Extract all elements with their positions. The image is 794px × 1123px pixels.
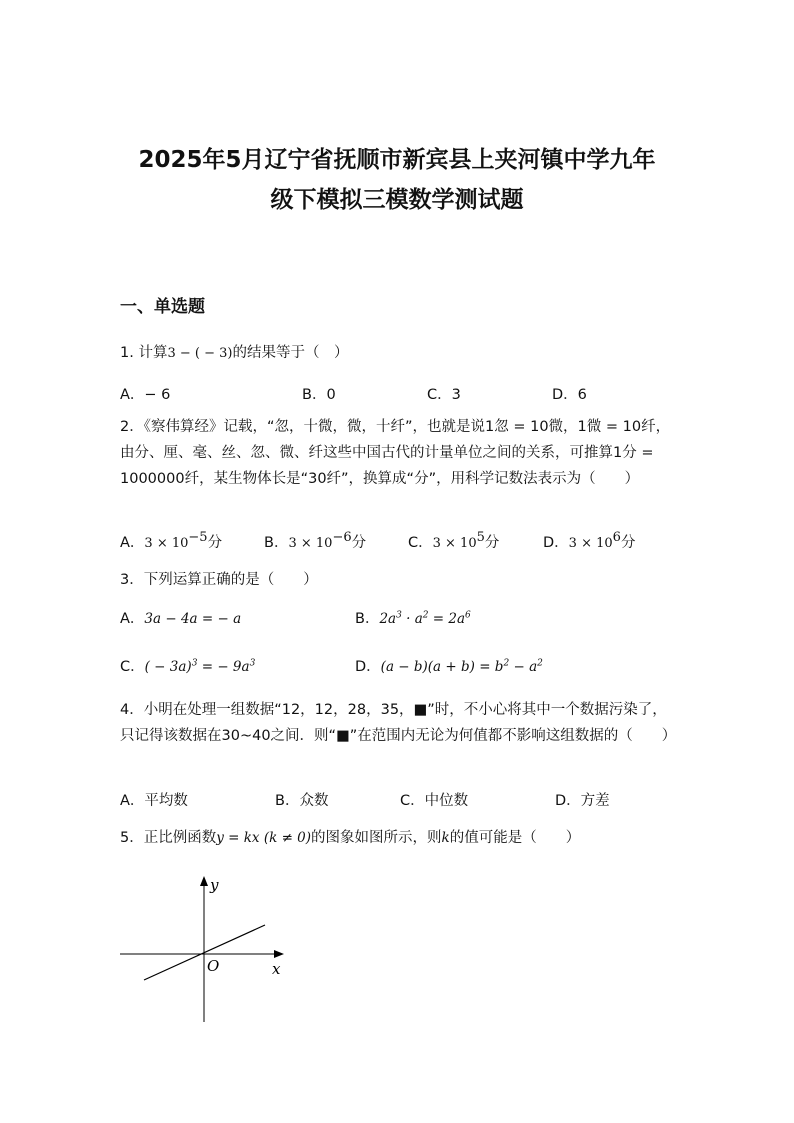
section-title: 一、单选题 [120, 297, 205, 317]
q4-option-a[interactable]: A．平均数 [120, 793, 188, 809]
q2-option-c[interactable]: C．$3 \times 10^5$分 [408, 530, 500, 551]
q4-option-b[interactable]: B．众数 [275, 793, 329, 809]
x-axis-label: x [272, 960, 281, 978]
origin-label: O [207, 957, 220, 975]
q3-option-c[interactable]: C．( − 3a)$^3$ = − $9a^3$ [120, 658, 256, 675]
q1-suffix: 的结果等于（ ） [232, 345, 349, 361]
q1-option-a[interactable]: A．− 6 [120, 387, 171, 403]
q2-option-d[interactable]: D．$3 \times 10^6$分 [543, 530, 636, 551]
q1-number: 1. [120, 345, 139, 361]
q1-option-c[interactable]: C．3 [427, 387, 461, 403]
title-line-1: 2025年5月辽宁省抚顺市新宾县上夹河镇中学九年 [138, 147, 656, 173]
question-2: 2．《察伟算经》记载，“忽，十微，微，十纤”，也就是说1忽 = 10微，1微 = 10纤，由分、厘、毫、丝、忽、微、纤这些中国古代的计量单位之间的关系，可推算1分 = 1000000纤，某生物体长是“30纤”，换算成“分”，用科学记数法表示为（ ） [120, 419, 671, 487]
title-line-2: 级下模拟三模数学测试题 [270, 187, 524, 213]
question-1 [120, 341, 348, 362]
q1-option-d[interactable]: D．6 [552, 387, 587, 403]
q2-option-a[interactable]: A．$3 \times 10^{-5}$分 [120, 530, 223, 551]
function-graph [110, 870, 300, 1030]
q3-option-a[interactable]: A．3a − 4a = − a [120, 611, 242, 627]
q1-prefix: 计算 [138, 345, 168, 361]
x-axis-arrow [274, 950, 284, 958]
q3-option-d[interactable]: D．$(a - b)(a + b) = b^2 - a^2$ [355, 658, 543, 675]
y-axis-arrow [200, 876, 208, 886]
q1-expression: 3 − ( − 3) [167, 346, 233, 361]
q1-option-b[interactable]: B．0 [302, 387, 336, 403]
question-4: 4．小明在处理一组数据“12，12，28，35，■”时，不小心将其中一个数据污染了，只记得该数据在30~40之间．则“■”在范围内无论为何值都不影响这组数据的（ ） [120, 702, 677, 744]
question-5: 5．正比例函数y = kx (k ≠ 0)的图象如图所示，则k的值可能是（ ） [120, 830, 581, 846]
q2-option-b[interactable]: B．$3 \times 10^{-6}$分 [264, 530, 367, 551]
q4-option-c[interactable]: C．中位数 [400, 793, 469, 809]
page-title [100, 140, 694, 220]
y-axis-label: y [210, 876, 219, 894]
q3-option-b[interactable]: B．$2a^3 \cdot a^2 = 2a^6$ [355, 610, 471, 627]
question-3: 3．下列运算正确的是（ ） [120, 572, 318, 588]
q4-option-d[interactable]: D．方差 [555, 793, 610, 809]
